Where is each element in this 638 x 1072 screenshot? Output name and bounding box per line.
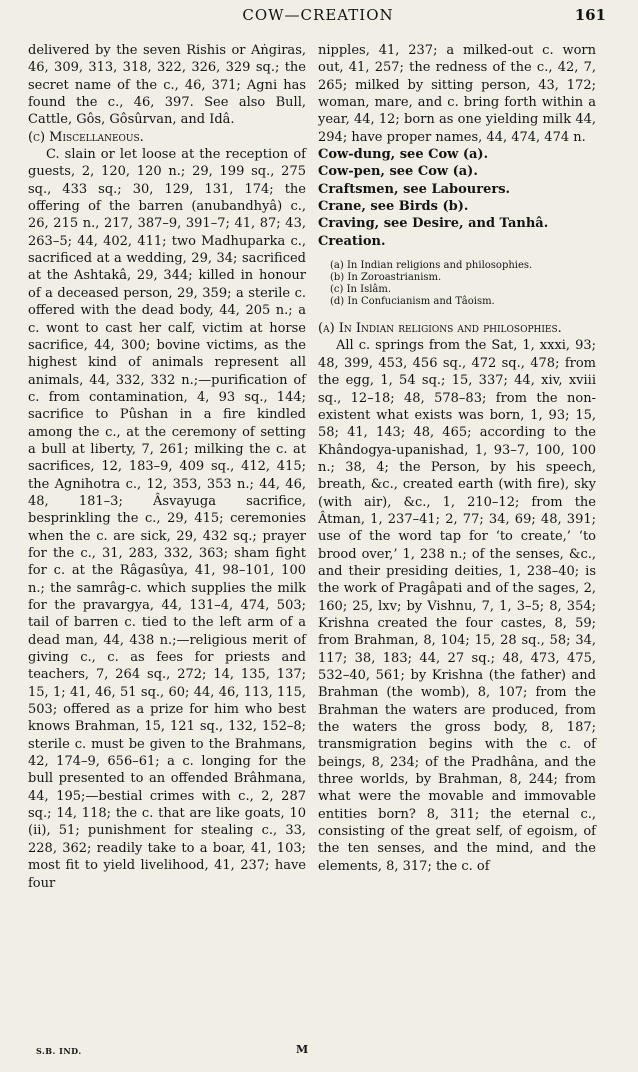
left-column bbox=[28, 42, 306, 892]
volume-mark: S.B. IND. bbox=[36, 1046, 82, 1056]
contents-item: (b) In Zoroastrianism. bbox=[330, 272, 442, 284]
creation-contents bbox=[330, 260, 596, 308]
right-column bbox=[318, 42, 596, 875]
contents-item: (a) In Indian religions and philosophies. bbox=[330, 260, 533, 272]
subsection-heading-indian: (a) In Indian religions and philosophies. bbox=[318, 321, 562, 337]
index-entry-craving: Craving, see Desire, and Tanhâ. bbox=[318, 216, 549, 232]
page-header bbox=[30, 6, 606, 28]
index-entry-cow-dung: Cow-dung, see Cow (a). bbox=[318, 147, 489, 163]
running-head: COW—CREATION bbox=[242, 6, 394, 24]
entry-text-miscellaneous: C. slain or let loose at the reception of guests, 2, 120, 120 n.; 29, 199 sq., 275 sq., 433 sq.; 30, 129, 131, 174; the offering of the barren (anubandhyâ) c., 26, 215 n., 217, 387–9, 391–7; 41, 87; 43, 263–5; 44, 402, 411; two Madhuparka c., sacrificed at a wedding, 29, 34; sacrificed at the Ashtakâ, 29, 344; killed in honour of a deceased person, 29, 359; a sterile c. offered with the dead body, 44, 205 n.; a c. wont to cast her calf, victim at horse sacrifice, 44, 300; bovine victims, as the highest kind of animals represent all animals, 44, 332, 332 n.;—purification of c. from contamination, 4, 93 sq., 144; sacrifice to Pûshan in a fire kindled among the c., at the ceremony of setting a bull at liberty, 7, 261; milking the c. at sacrifices, 12, 183–9, 409 sq., 412, 415; the Agnihotra c., 12, 353, 353 n.; 44, 46, 48, 181–3; Âsvayuga sacrifice, besprinkling the c., 29, 415; ceremonies when the c. are sick, 29, 432 sq.; prayer for the c., 31, 283, 332, 363; sham fight for c. at the Râgasûya, 41, 98–101, 100 n.; the samrâg-c. which supplies the milk for the pravargya, 44, 131–4, 474, 503; tail of barren c. tied to the left arm of a dead man, 44, 438 n.;—religious merit of giving c., c. as fees for priests and teachers, 7, 264 sq., 272; 14, 135, 137; 15, 1; 41, 46, 51 sq., 60; 44, 46, 113, 115, 503; offered as a prize for him who best knows Brahman, 15, 121 sq., 132, 152–8; sterile c. must be given to the Brahmans, 42, 174–9, 656–61; a c. longing for the bull presented to an offended Brâhmana, 44, 195;—bestial crimes with c., 2, 287 sq.; 14, 118; the c. that are like goats, 10 (ii), 51; punishment for stealing c., 33, 228, 362; readily take to a boar, 41, 103; most fit to yield livelihood, 41, 237; have four bbox=[28, 147, 306, 891]
entry-text-indian: All c. springs from the Sat, 1, xxxi, 93; 48, 399, 453, 456 sq., 472 sq., 478; from the egg, 1, 54 sq.; 15, 337; 44, xiv, xviii sq., 12–18; 48, 578–83; from the non-existent what exists was born, 1, 93; 15, 58; 41, 143; 48, 465; according to the Khândogya-upanishad, 1, 93–7, 100, 100 n.; 38, 4; the Person, by his speech, breath, &c., created earth (with fire), sky (with air), &c., 1, 210–12; from the Âtman, 1, 237–41; 2, 77; 34, 69; 48, 391; use of the word tap for ‘to create,’ ‘to brood over,’ 1, 238 n.; of the senses, &c., and their presiding deities, 1, 238–40; is the work of Pragâpati and of the sages, 2, 160; 25, lxv; by Vishnu, 7, 1, 3–5; 8, 354; Krishna created the four castes, 8, 59; from Brahman, 8, 104; 15, 28 sq., 58; 34, 117; 38, 183; 44, 27 sq.; 48, 473, 475, 532–40, 561; by Krishna (the father) and Brahman (the womb), 8, 107; from the Brahman the waters are produced, from the waters the gross body, 8, 187; transmigration begins with the c. of beings, 8, 234; of the Pradhâna, and the three worlds, by Brahman, 8, 244; from what were the movable and immovable entities born? 8, 311; the eternal c., consisting of the great self, of egoism, of the ten senses, and the mind, and the elements, 8, 317; the c. of bbox=[318, 338, 596, 874]
index-entry-creation: Creation. bbox=[318, 233, 386, 249]
entry-continuation: nipples, 41, 237; a milked-out c. worn out, 41, 257; the redness of the c., 42, 7, 265; milked by sitting person, 43, 172; woman, mare, and c. bring forth within a year, 44, 12; born as one yielding milk 44, 294; have proper names, 44, 474, 474 n. bbox=[318, 43, 596, 145]
entry-continuation: delivered by the seven Rishis or Aṅgiras, 46, 309, 313, 318, 322, 326, 329 sq.; the secret name of the c., 46, 371; Agni has found the c., 46, 397. See also Bull, Cattle, Gôs, Gôsûrvan, and Idâ. bbox=[28, 43, 306, 128]
signature-mark: M bbox=[296, 1043, 309, 1056]
index-entry-craftsmen: Craftsmen, see Labourers. bbox=[318, 181, 511, 197]
contents-item: (c) In Islâm. bbox=[330, 284, 392, 296]
subsection-heading-miscellaneous: (c) Miscellaneous. bbox=[28, 129, 144, 145]
page-number: 161 bbox=[574, 6, 606, 24]
index-entry-cow-pen: Cow-pen, see Cow (a). bbox=[318, 164, 478, 180]
contents-item: (d) In Confucianism and Tâoism. bbox=[330, 296, 495, 308]
index-entry-crane: Crane, see Birds (b). bbox=[318, 199, 469, 215]
